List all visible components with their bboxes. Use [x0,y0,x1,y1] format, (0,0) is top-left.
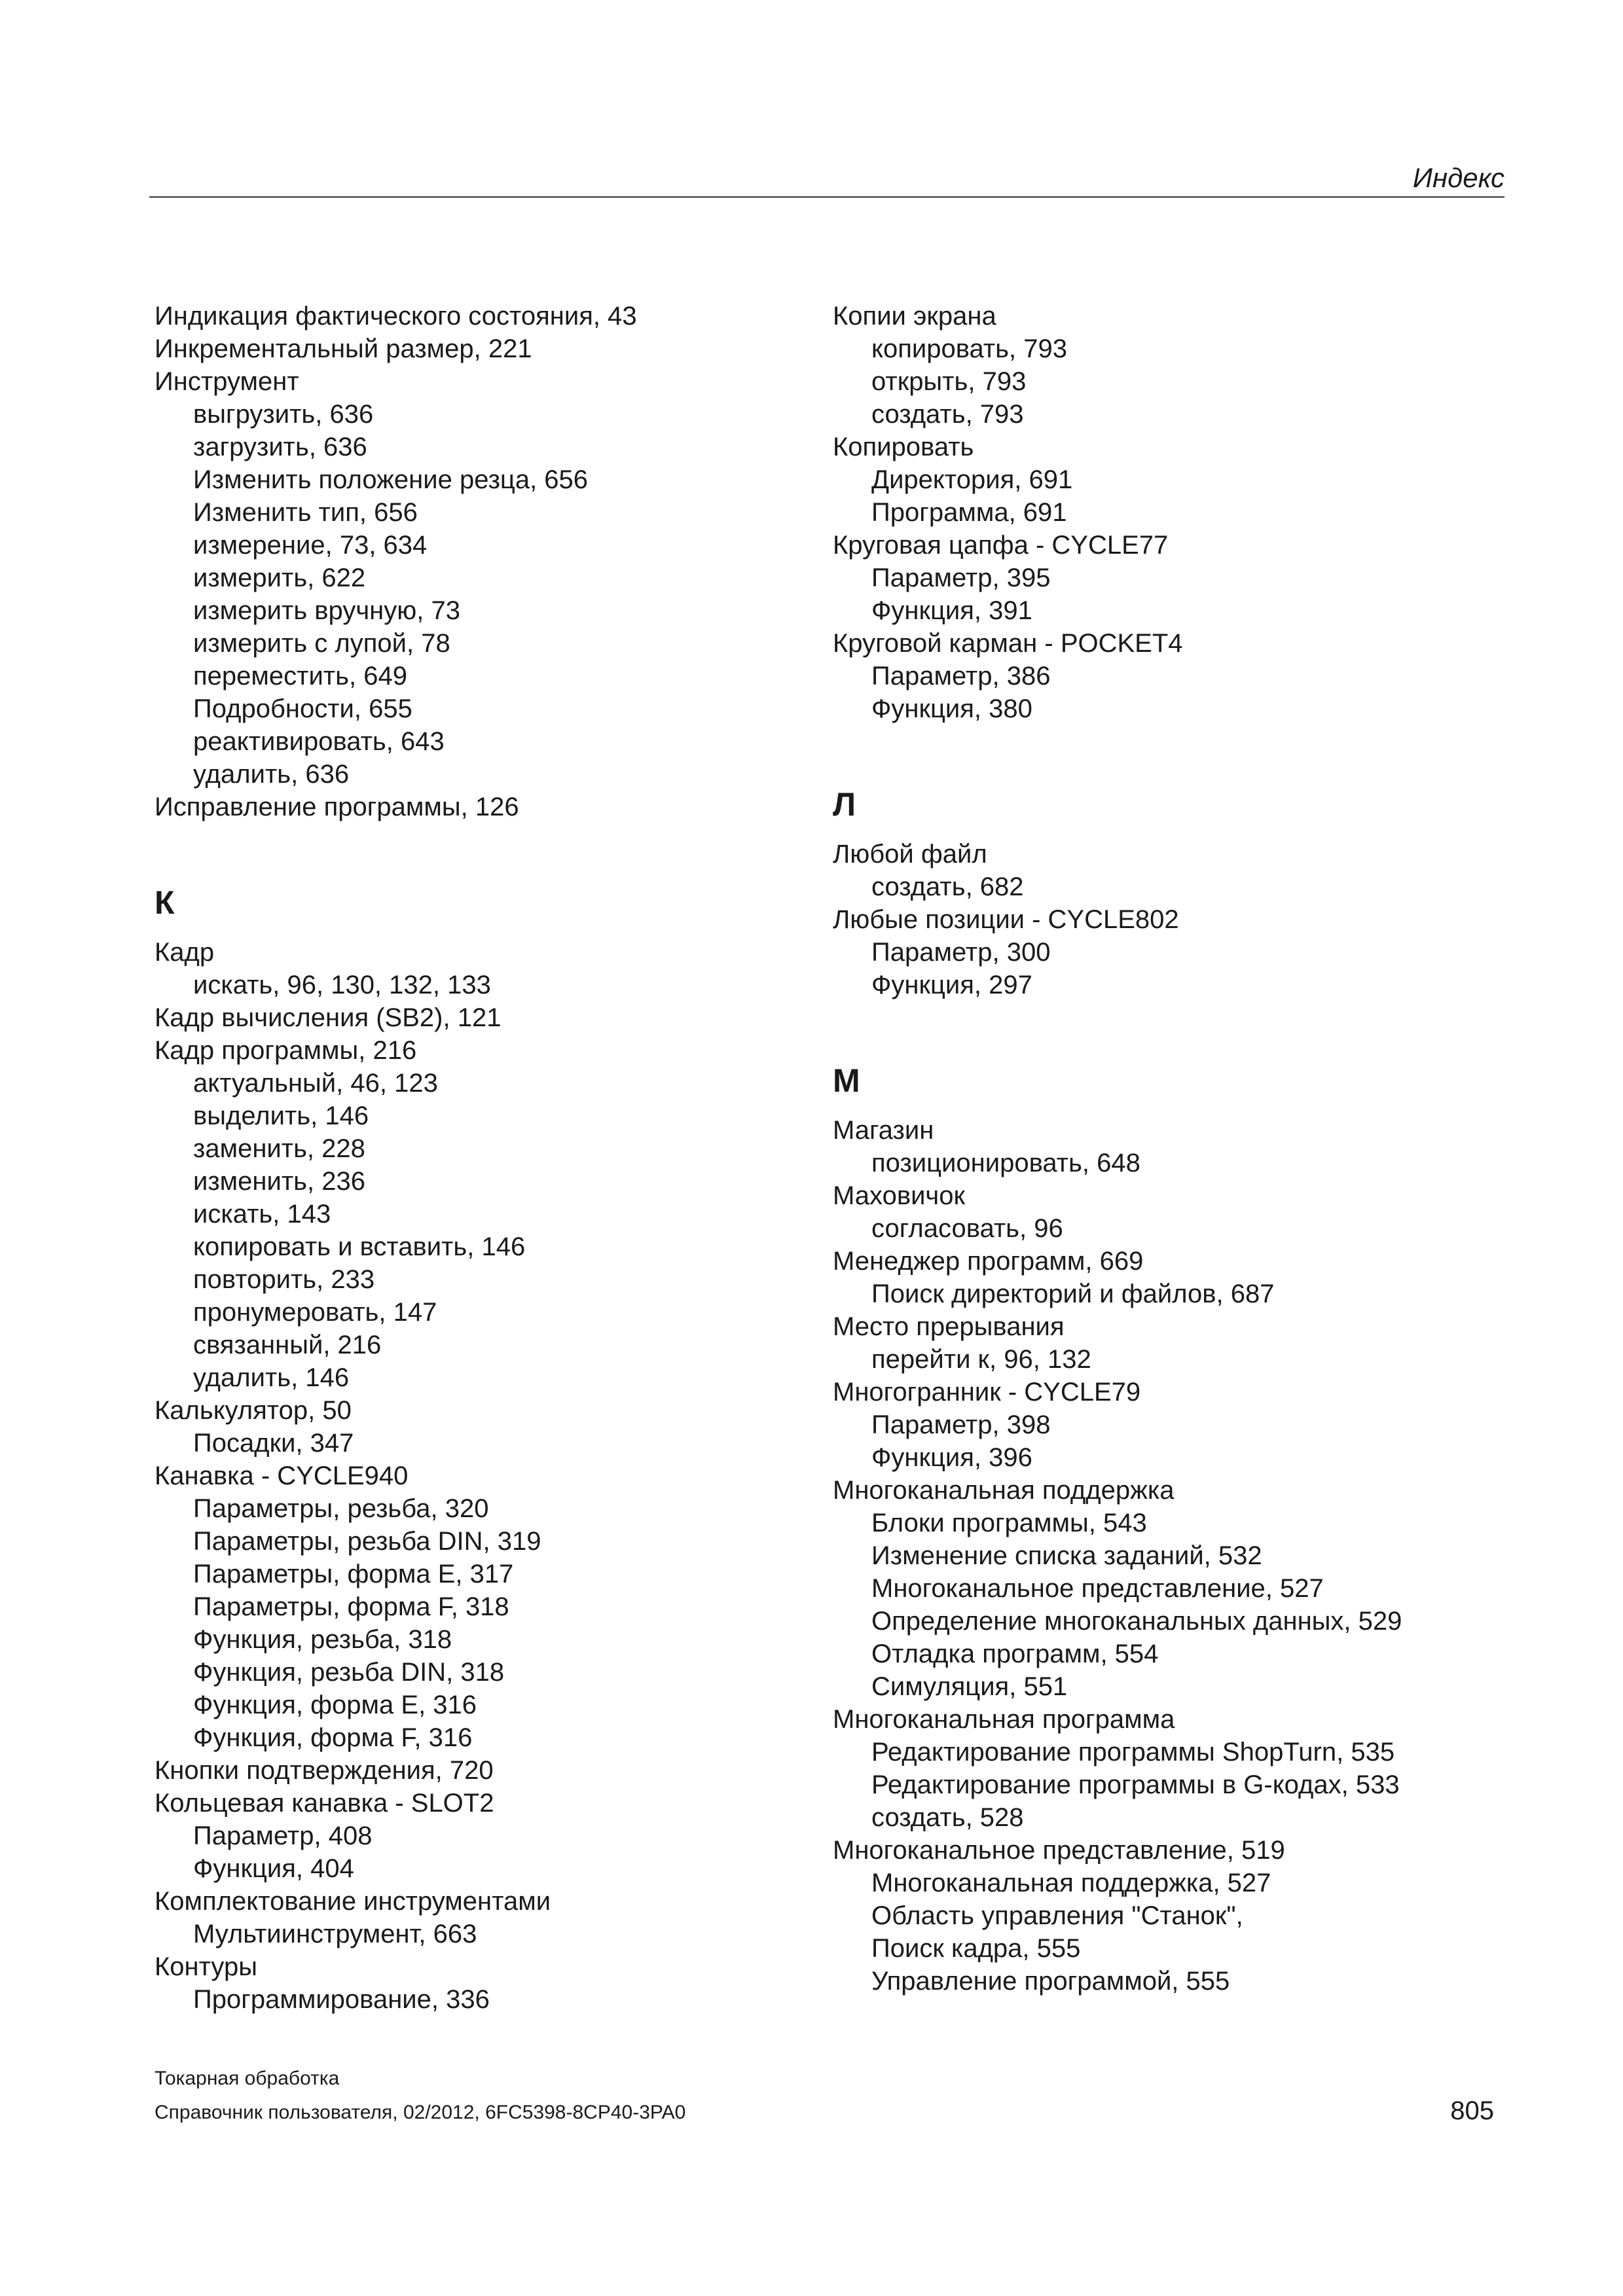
index-entry: Кадр программы, 216 [155,1036,417,1065]
index-entry: Кадр вычисления (SB2), 121 [155,1003,501,1032]
index-entry: Многогранник - CYCLE79 [833,1378,1141,1407]
index-subentry: изменить, 236 [193,1167,365,1196]
page-header-title: Индекс [1412,162,1504,193]
index-subentry: удалить, 146 [193,1363,350,1392]
index-subentry: Функция, форма E, 316 [193,1691,477,1719]
index-subentry: загрузить, 636 [193,433,367,461]
index-subentry: Программирование, 336 [193,1985,490,2014]
index-subentry: искать, 96, 130, 132, 133 [193,971,491,999]
index-subentry: реактивировать, 643 [193,727,445,756]
index-subentry: Параметры, резьба, 320 [193,1494,489,1523]
index-subentry: согласовать, 96 [871,1214,1063,1243]
index-column-left [155,300,809,2016]
index-subentry: Многоканальное представление, 527 [871,1574,1324,1603]
index-subentry: измерить с лупой, 78 [193,629,450,658]
index-subentry: Изменить положение резца, 656 [193,465,589,494]
index-entry: Любые позиции - CYCLE802 [833,905,1179,934]
index-subentry: Определение многоканальных данных, 529 [871,1607,1402,1636]
index-subentry: пронумеровать, 147 [193,1298,437,1327]
index-entry: Многоканальная программа [833,1705,1175,1734]
footer-document-title: Токарная обработка [155,2068,340,2089]
index-subentry: Функция, 391 [871,596,1032,625]
index-subentry: удалить, 636 [193,760,350,789]
index-entry: Любой файл [833,840,987,869]
index-subentry: выгрузить, 636 [193,400,374,429]
index-subentry: Подробности, 655 [193,694,412,723]
index-subentry: перейти к, 96, 132 [871,1345,1091,1374]
index-entry: Магазин [833,1116,934,1145]
index-subentry: измерить, 622 [193,564,366,592]
index-subentry: создать, 793 [871,400,1024,429]
index-entry: Комплектование инструментами [155,1887,551,1916]
index-subentry: Изменить тип, 656 [193,498,418,527]
index-entry: Канавка - CYCLE940 [155,1462,409,1490]
index-subentry: Функция, 396 [871,1443,1032,1472]
index-subentry: заменить, 228 [193,1134,365,1163]
index-subentry: актуальный, 46, 123 [193,1069,438,1098]
index-subentry: Блоки программы, 543 [871,1509,1147,1537]
index-entry: Менеджер программ, 669 [833,1247,1144,1276]
index-entry: Круговой карман - POCKET4 [833,629,1183,658]
index-letter-heading: К [155,884,175,921]
index-subentry: Параметр, 398 [871,1410,1051,1439]
index-subentry: Поиск кадра, 555 [871,1934,1081,1963]
index-subentry: переместить, 649 [193,662,407,691]
index-entry: Место прерывания [833,1312,1065,1341]
index-subentry: Многоканальная поддержка, 527 [871,1869,1271,1897]
index-entry: Инкрементальный размер, 221 [155,334,532,363]
index-subentry: Мультиинструмент, 663 [193,1920,477,1948]
index-subentry: позиционировать, 648 [871,1149,1140,1177]
index-subentry: создать, 682 [871,872,1024,901]
index-entry: Калькулятор, 50 [155,1396,352,1425]
index-subentry: связанный, 216 [193,1331,382,1359]
index-subentry: Параметры, резьба DIN, 319 [193,1527,541,1556]
index-subentry: Отладка программ, 554 [871,1640,1159,1668]
index-entry: Индикация фактического состояния, 43 [155,302,637,331]
index-entry: Многоканальная поддержка [833,1476,1175,1505]
index-subentry: Параметры, форма E, 317 [193,1560,514,1588]
index-subentry: открыть, 793 [871,367,1027,396]
index-entry: Кнопки подтверждения, 720 [155,1756,494,1785]
index-subentry: Редактирование программы ShopTurn, 535 [871,1738,1395,1767]
index-subentry: повторить, 233 [193,1265,375,1294]
index-entry: Исправление программы, 126 [155,793,519,821]
index-subentry: Функция, 380 [871,694,1032,723]
index-column-right [833,300,1520,1998]
index-entry: Кольцевая канавка - SLOT2 [155,1789,494,1818]
index-subentry: Параметр, 300 [871,938,1051,967]
index-entry: Круговая цапфа - CYCLE77 [833,531,1169,560]
index-subentry: Функция, резьба DIN, 318 [193,1658,505,1687]
index-subentry: Функция, 297 [871,971,1032,999]
index-subentry: Управление программой, 555 [871,1967,1230,1996]
index-entry: Контуры [155,1952,257,1981]
index-letter-heading: Л [833,786,856,823]
index-subentry: Параметр, 408 [193,1821,373,1850]
header-divider [149,196,1504,198]
index-entry: Многоканальное представление, 519 [833,1836,1285,1865]
index-entry: Инструмент [155,367,299,396]
index-subentry: Параметр, 386 [871,662,1051,691]
index-subentry: выделить, 146 [193,1102,369,1130]
index-subentry: Изменение списка заданий, 532 [871,1541,1262,1570]
index-subentry: Функция, форма F, 316 [193,1723,473,1752]
index-entry: Кадр [155,938,215,967]
index-entry: Копии экрана [833,302,996,331]
footer-document-info: Справочник пользователя, 02/2012, 6FC5398-8CP40-3PA0 [155,2102,686,2123]
index-subentry: копировать и вставить, 146 [193,1232,526,1261]
index-subentry: Поиск директорий и файлов, 687 [871,1280,1275,1308]
index-subentry: Область управления "Станок", [871,1901,1243,1930]
index-subentry: Директория, 691 [871,465,1073,494]
index-letter-heading: М [833,1062,860,1099]
index-entry: Маховичок [833,1181,965,1210]
index-subentry: искать, 143 [193,1200,331,1229]
index-subentry: Параметр, 395 [871,564,1051,592]
index-subentry: Посадки, 347 [193,1429,354,1458]
index-subentry: Функция, резьба, 318 [193,1625,452,1654]
index-subentry: Редактирование программы в G-кодах, 533 [871,1770,1400,1799]
index-subentry: копировать, 793 [871,334,1067,363]
index-subentry: измерение, 73, 634 [193,531,428,560]
index-subentry: Параметры, форма F, 318 [193,1592,509,1621]
index-subentry: Программа, 691 [871,498,1067,527]
index-subentry: Функция, 404 [193,1854,354,1883]
page-number: 805 [1450,2096,1494,2125]
index-subentry: создать, 528 [871,1803,1024,1832]
index-subentry: Симуляция, 551 [871,1672,1068,1701]
index-entry: Копировать [833,433,974,461]
index-subentry: измерить вручную, 73 [193,596,460,625]
